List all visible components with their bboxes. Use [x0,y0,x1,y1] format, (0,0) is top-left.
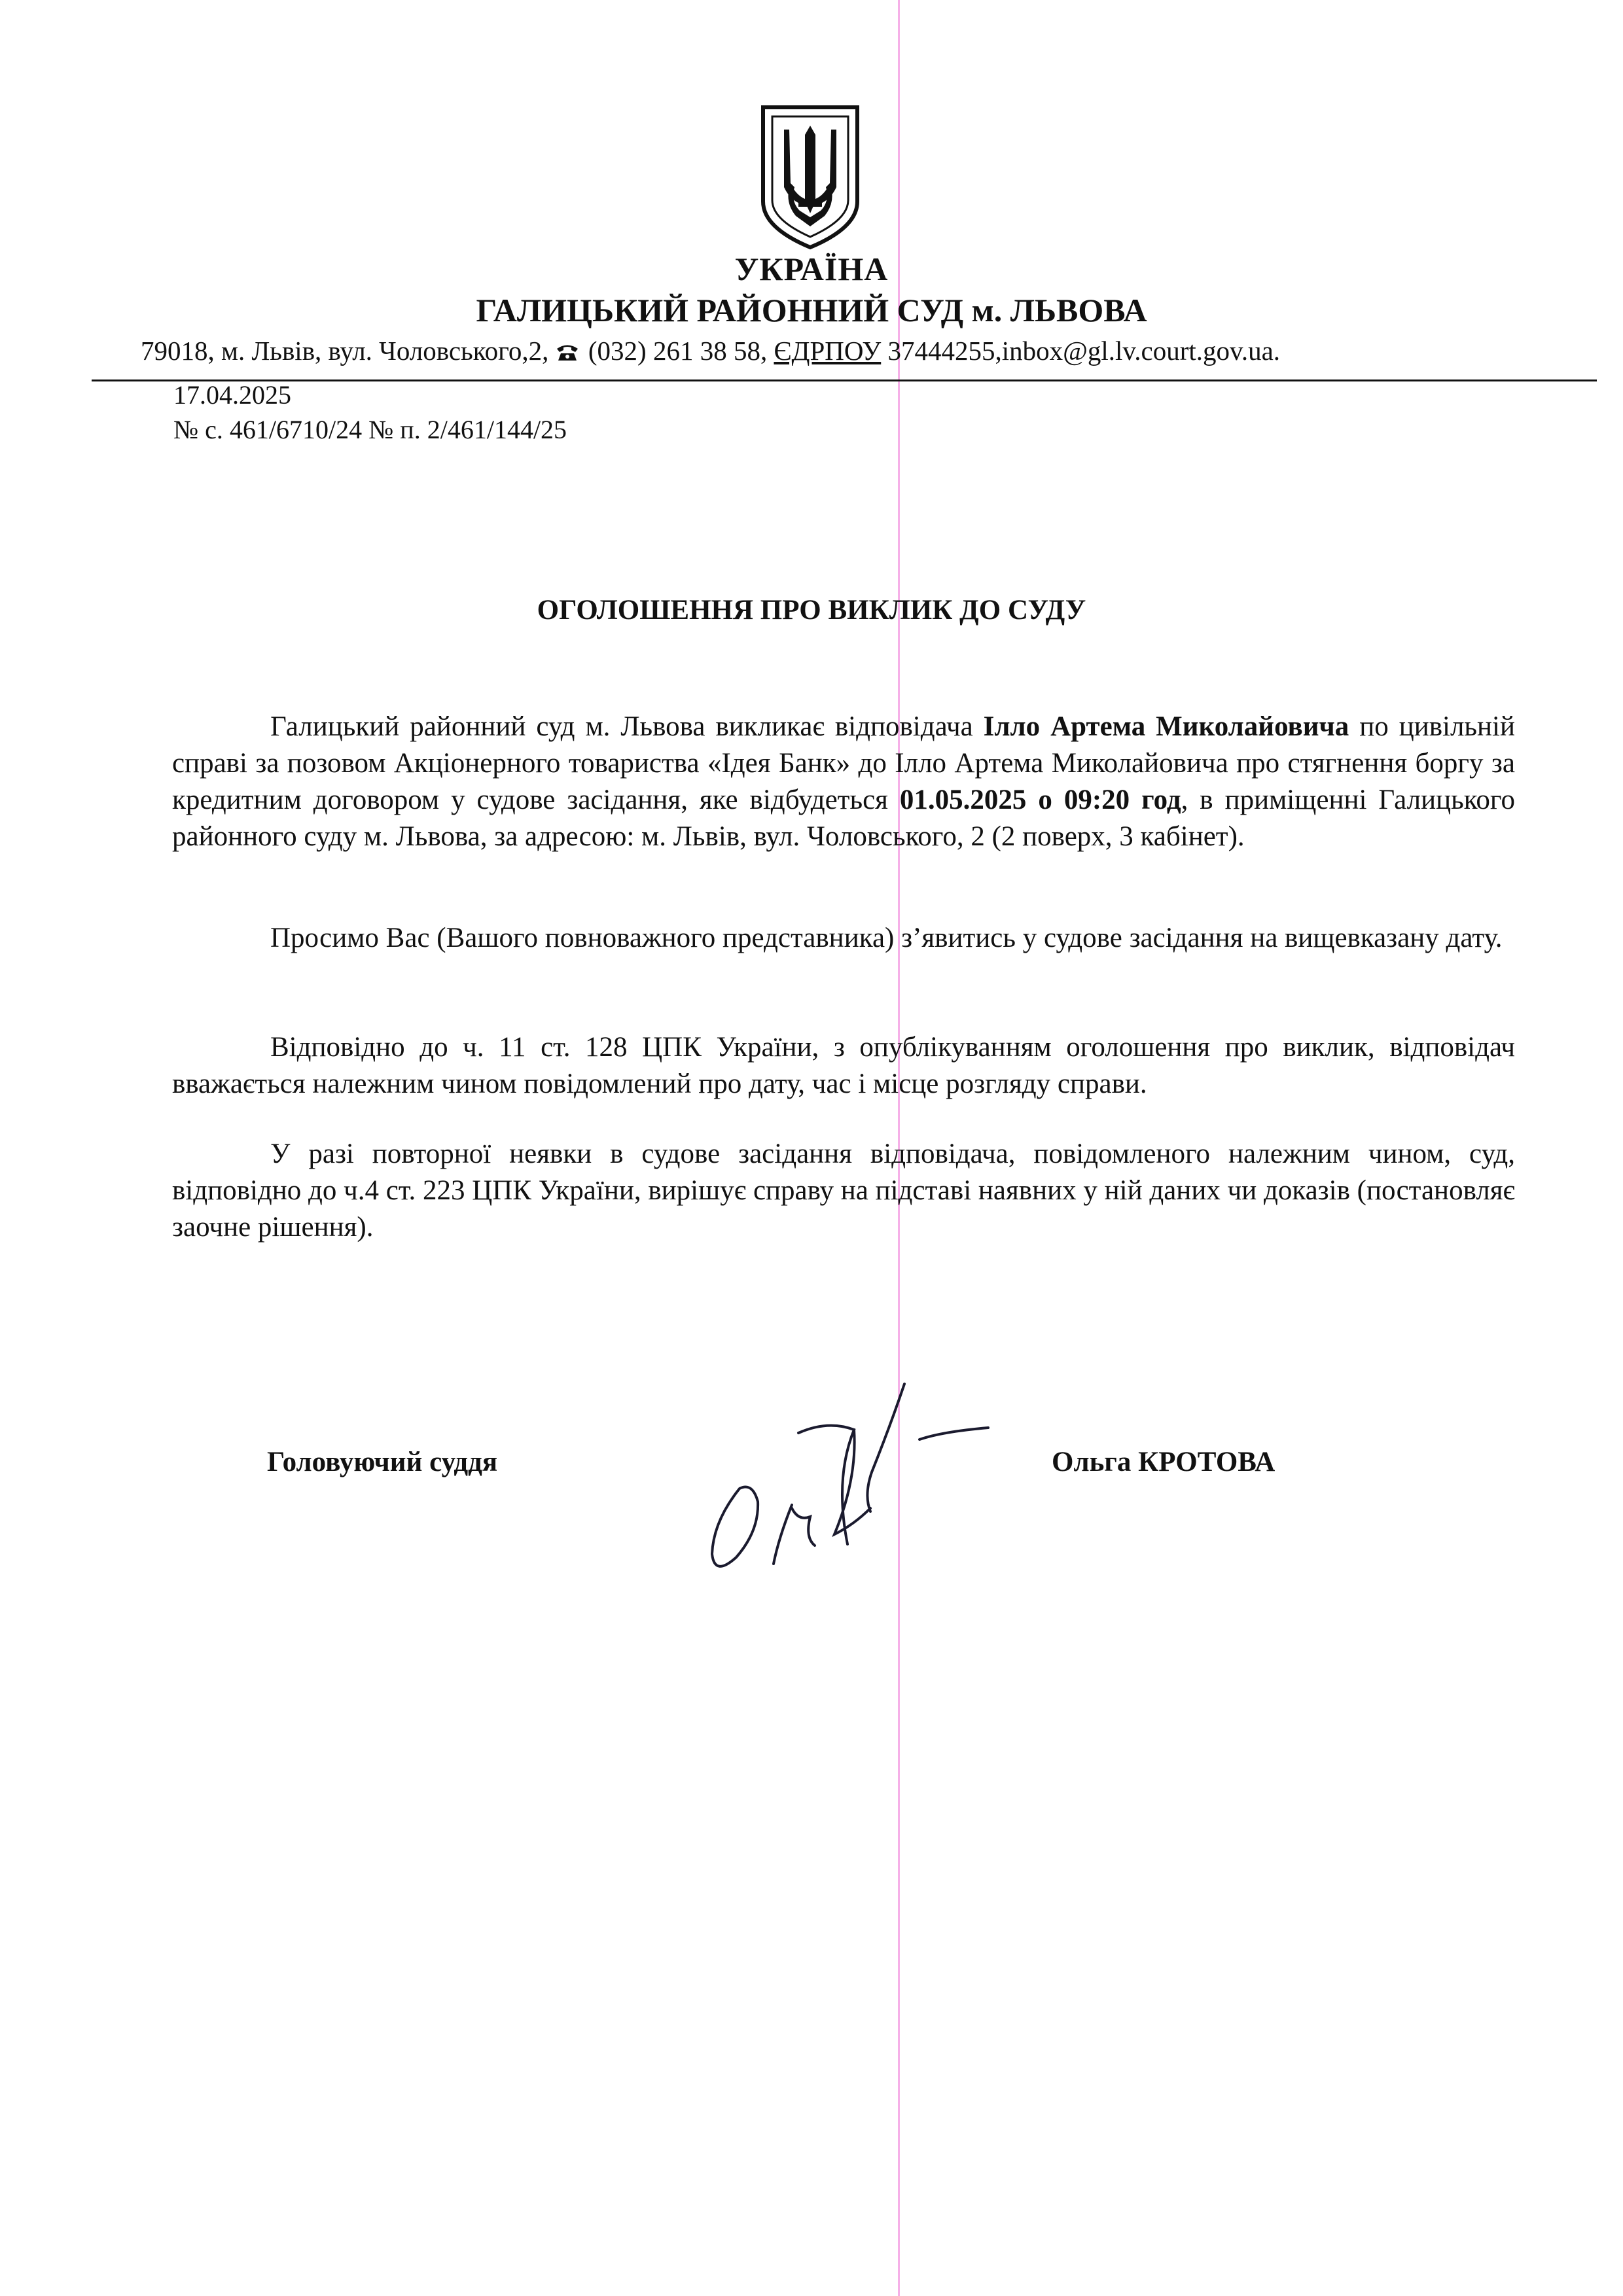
p1-text-2: по цивільній справі за позовом Акціонерного товариства «Ідея Банк» до Ілло Артема Миколайовича про стягнення боргу за кредитним договором у судове засідання, яке відбудеться [172,711,1516,815]
defendant-name: Ілло Артема Миколайовича [983,711,1349,742]
document-title: ОГОЛОШЕННЯ ПРО ВИКЛИК ДО СУДУ [537,595,1086,626]
edrpou-label: ЄДРПОУ [774,336,882,366]
coat-of-arms-icon [758,103,863,251]
paragraph-notice-law: Відповідно до ч. 11 ст. 128 ЦПК України, з опублікуванням оголошення про виклик, відповідач вважається належним чином повідомлений про дату, час і місце розгляду справи. [172,1032,1515,1099]
p1-text-3: , в приміщенні Галицького районного суду м. Львова, за адресою: м. Львів, вул. Чоловського, 2 (2 поверх, 3 кабінет). [172,785,1515,852]
case-number: № с. 461/6710/24 № п. 2/461/144/25 [173,415,567,444]
contacts-separator: , [760,336,768,366]
paragraph-absence-consequence: У разі повторної неявки в судове засідання відповідача, повідомленого належним чином, суд, відповідно до ч.4 ст. 223 ЦПК України, вирішує справу на підставі наявних у ній даних чи доказів (постановляє заочне рішення). [172,1139,1515,1243]
court-name-heading: ГАЛИЦЬКИЙ РАЙОННИЙ СУД м. ЛЬВОВА [476,292,1147,328]
edrpou-and-email: 37444255,inbox@gl.lv.court.gov.ua. [887,336,1281,366]
handwritten-signature [700,1374,1008,1583]
hearing-datetime: 01.05.2025 о 09:20 год [899,785,1181,815]
header-divider [92,380,1597,381]
document-date: 17.04.2025 [173,380,291,410]
telephone-icon [556,343,579,361]
country-heading: УКРАЇНА [734,251,889,287]
paragraph-request: Просимо Вас (Вашого повноважного представника) з’явитись у судове засідання на вищевказану дату. [270,923,1503,953]
court-contacts [141,335,1280,366]
paragraph-summons [172,709,1515,855]
p1-text-1: Галицький районний суд м. Львова викликає відповідача [270,711,984,742]
judge-role: Головуючий суддя [267,1447,498,1477]
judge-name: Ольга КРОТОВА [1052,1447,1275,1477]
court-address: 79018, м. Львів, вул. Чоловського,2, [141,336,549,366]
court-phone: (032) 261 38 58 [588,336,760,366]
